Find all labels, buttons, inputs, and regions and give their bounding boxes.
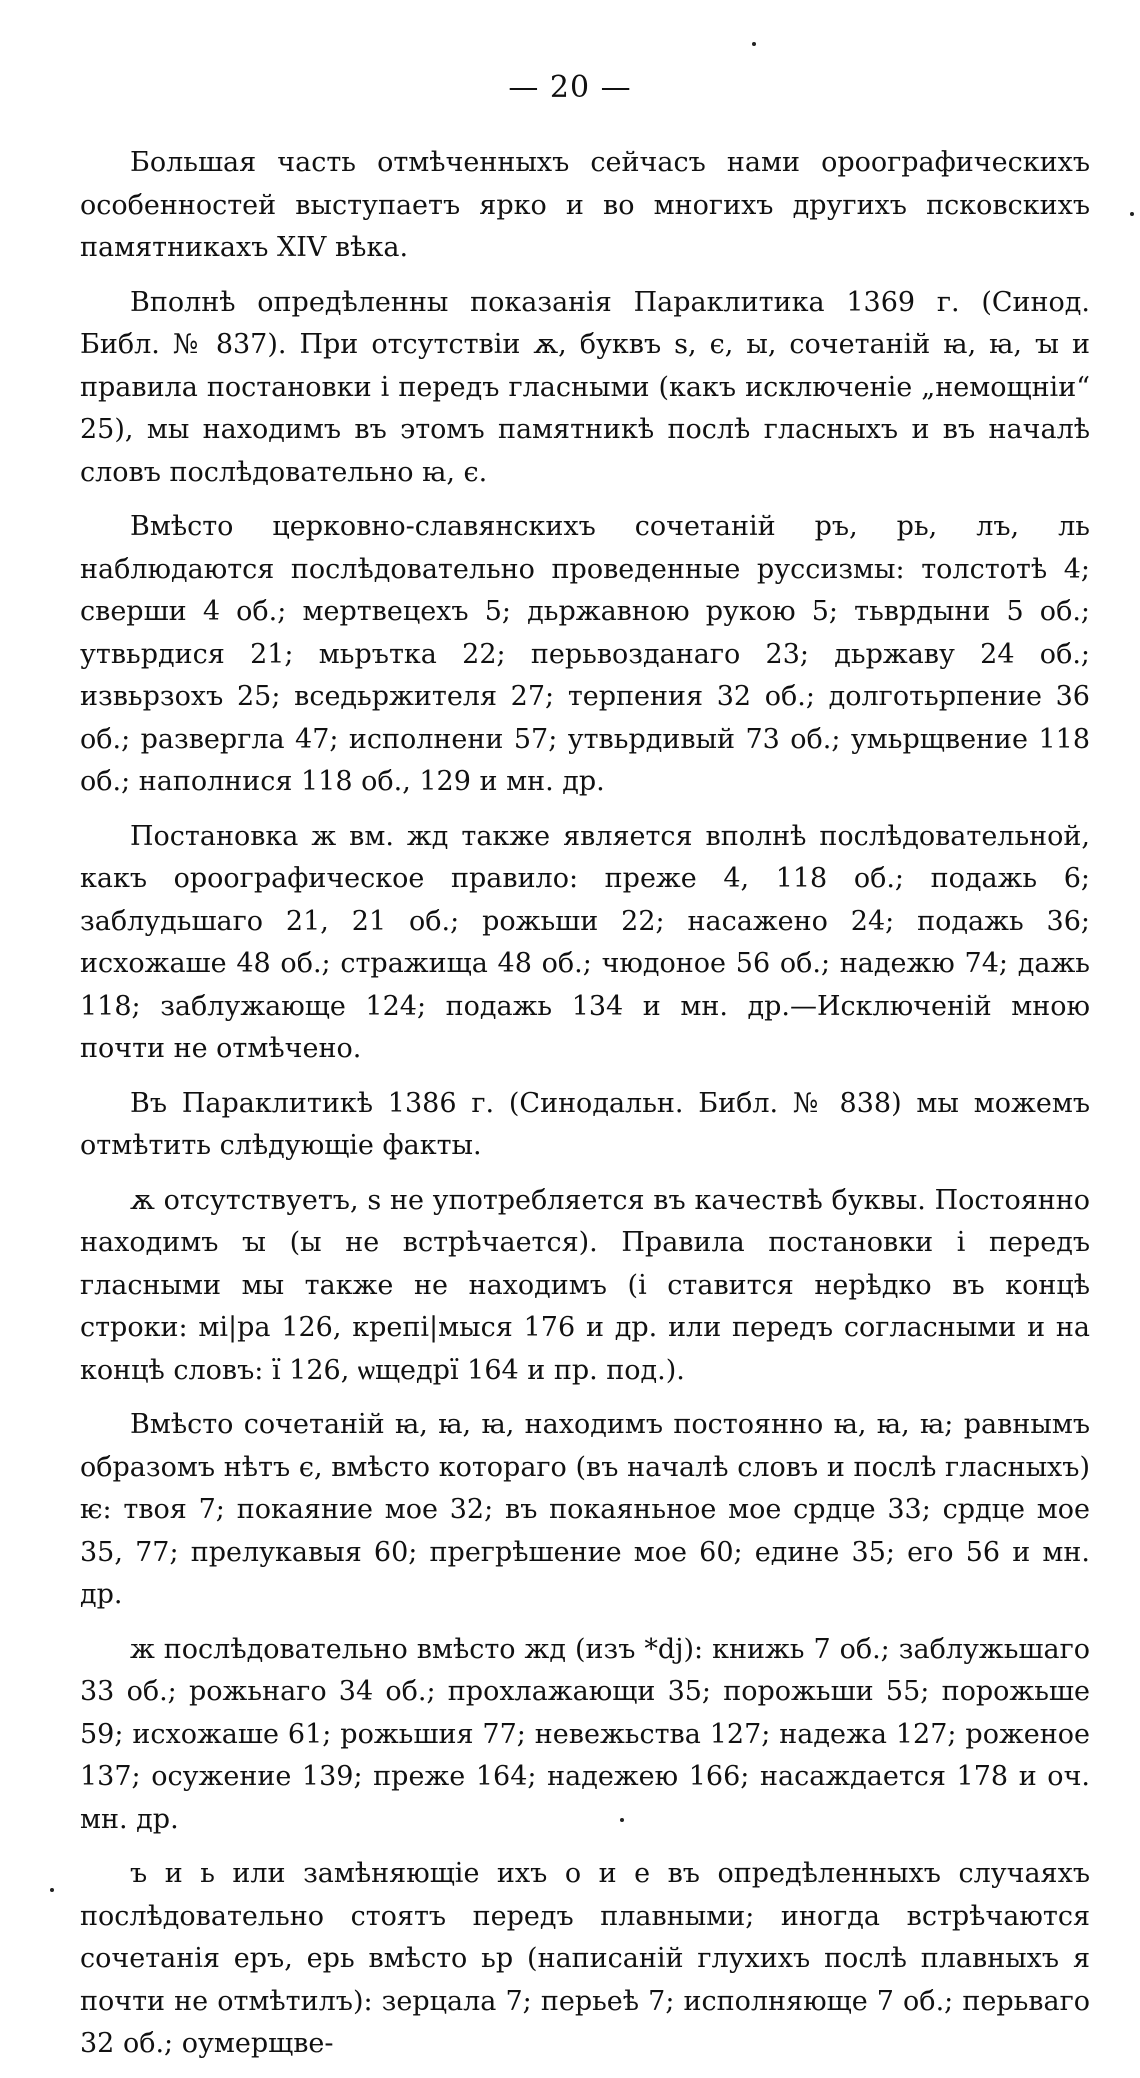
paragraph-2: Вполнѣ опредѣленны показанія Параклитика 1369 г. (Синод. Библ. № 837). При отсутствіи ѫ, буквъ ѕ, є, ы, сочетаній ꙗ, ꙗ, ꙑ и правила постановки і передъ гласными (какъ исключеніе „немощнiи“ 25), мы находимъ въ этомъ памятникѣ послѣ гласныхъ и въ началѣ словъ послѣдовательно ꙗ, є. xyxy=(80,286,1090,488)
speck-right xyxy=(1130,212,1134,216)
paragraph-1: Большая часть отмѣченныхъ сейчасъ нами ороографическихъ особенностей выступаетъ ярко и во многихъ другихъ псковскихъ памятникахъ XIV вѣка. xyxy=(80,147,1090,263)
paragraph-3: Вмѣсто церковно-славянскихъ сочетаній ръ, рь, лъ, ль наблюдаются послѣдовательно проведенные руссизмы: толстотѣ 4; сверши 4 об.; мертвецехъ 5; дьржавною рукою 5; тьврдыни 5 об.; утвьрдися 21; мьрътка 22; перьвозданаго 23; дьржаву 24 об.; извьрзохъ 25; вседьржителя 27; терпения 32 об.; долготьрпение 36 об.; развергла 47; исполнени 57; утвьрдивый 73 об.; умьрщвение 118 об.; наполнися 118 об., 129 и мн. др. xyxy=(80,511,1090,797)
page-number: — 20 — xyxy=(508,70,632,105)
speck-top xyxy=(752,42,756,46)
paragraph-9: ъ и ь или замѣняющіе ихъ о и е въ опредѣленныхъ случаяхъ послѣдовательно стоятъ передъ плавными; иногда встрѣчаются сочетанія еръ, ерь вмѣсто ьр (написаній глухихъ послѣ плавныхъ я почти не отмѣтилъ): зерцала 7; перьеѣ 7; исполняюще 7 об.; перьваго 32 об.; оумерщве- xyxy=(80,1858,1090,2059)
paragraph-5: Въ Параклитикѣ 1386 г. (Синодальн. Библ. № 838) мы можемъ отмѣтить слѣдующіе факты. xyxy=(80,1087,1090,1161)
paragraph-7: Вмѣсто сочетаній ꙗ, ꙗ, ꙗ, находимъ постоянно ꙗ, ꙗ, ꙗ; равнымъ образомъ нѣтъ є, вмѣсто котораго (въ началѣ словъ и послѣ гласныхъ) ѥ: твоя 7; покаяние мое 32; въ покаяньное мое срдце 33; срдце мое 35, 77; прелукавыя 60; прегрѣшение мое 60; едине 35; его 56 и мн. др. xyxy=(80,1409,1090,1610)
paragraph-6: ѫ отсутствуетъ, ѕ не употребляется въ качествѣ буквы. Постоянно находимъ ꙑ (ы не встрѣчается). Правила постановки і передъ гласными мы также не находимъ (і ставится нерѣдко въ концѣ строки: мі|ра 126, крепі|мыся 176 и др. или передъ согласными и на концѣ словъ: ї 126, ѡщедрї 164 и пр. под.). xyxy=(80,1184,1090,1386)
speck-left xyxy=(50,1888,54,1892)
paragraph-4: Постановка ж вм. жд также является вполнѣ послѣдовательной, какъ ороографическое правило: преже 4, 118 об.; подажь 6; заблудьшаго 21, 21 об.; рожьши 22; насажено 24; подажь 36; исхожаше 48 об.; стражища 48 об.; чюдоное 56 об.; надежю 74; дажь 118; заблужающе 124; подажь 134 и мн. др.—Исключеній мною почти не отмѣчено. xyxy=(80,820,1090,1064)
paragraph-8: ж послѣдовательно вмѣсто жд (изъ *dj): книжь 7 об.; заблужьшаго 33 об.; рожьнаго 34 об.; прохлажающи 35; порожьши 55; порожьше 59; исхожаше 61; рожьшия 77; невежьства 127; надежа 127; роженое 137; осужение 139; преже 164; надежею 166; насаждается 178 и оч. мн. др. xyxy=(80,1633,1090,1835)
speck-bottom xyxy=(620,1818,624,1822)
body-text xyxy=(80,142,1090,2078)
